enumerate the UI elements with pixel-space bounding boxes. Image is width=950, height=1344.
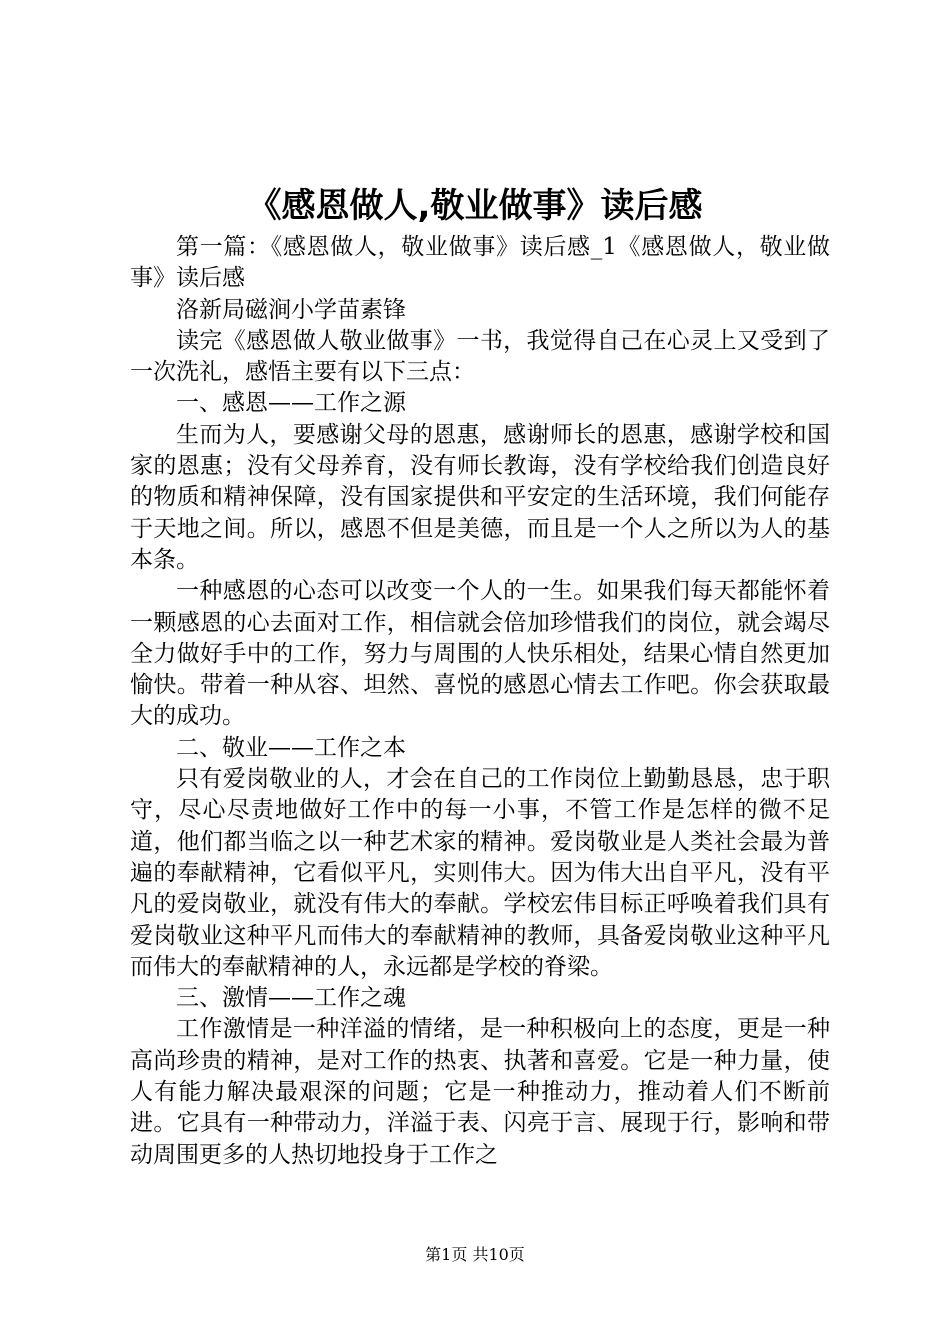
paragraph-author: 洛新局磁涧小学苗素锋 xyxy=(176,296,406,323)
paragraph-gratitude-1: 生而为人，要感谢父母的恩惠，感谢师长的恩惠，感谢学校和国家的恩惠；没有父母养育，没有师长教诲，没有学校给我们创造良好的物质和精神保障，没有国家提供和平安定的生活环境，我们何能存于天地之间。所以，感恩不但是美德，而且是一个人之所以为人的基本条。 xyxy=(130,421,830,573)
paragraph-gratitude-2: 一种感恩的心态可以改变一个人的一生。如果我们每天都能怀着一颗感恩的心去面对工作，相信就会倍加珍惜我们的岗位，就会竭尽全力做好手中的工作，努力与周围的人快乐相处，结果心情自然更加愉快。带着一种从容、坦然、喜悦的感恩心情去工作吧。你会获取最大的成功。 xyxy=(130,578,830,730)
document-title: 《感恩做人,敬业做事》读后感 xyxy=(247,186,703,226)
paragraph-heading-first-section: 第一篇：《感恩做人，敬业做事》读后感_1《感恩做人，敬业做事》读后感 xyxy=(130,234,830,292)
paragraph-passion: 工作激情是一种洋溢的情绪，是一种积极向上的态度，更是一种高尚珍贵的精神，是对工作的热衷、执著和喜爱。它是一种力量，使人有能力解决最艰深的问题；它是一种推动力，推动着人们不断前进。它具有一种带动力，洋溢于表、闪亮于言、展现于行，影响和带动周围更多的人热切地投身于工作之 xyxy=(130,1016,830,1168)
section-heading-passion: 三、激情——工作之魂 xyxy=(176,985,406,1012)
section-heading-gratitude: 一、感恩——工作之源 xyxy=(176,390,406,417)
section-heading-dedication: 二、敬业——工作之本 xyxy=(176,734,406,761)
paragraph-intro: 读完《感恩做人敬业做事》一书，我觉得自己在心灵上又受到了一次洗礼，感悟主要有以下三点： xyxy=(130,327,830,386)
document-body xyxy=(130,232,830,1171)
paragraph-dedication: 只有爱岗敬业的人，才会在自己的工作岗位上勤勤恳恳，忠于职守，尽心尽责地做好工作中的每一小事，不管工作是怎样的微不足道，他们都当临之以一种艺术家的精神。爱岗敬业是人类社会最为普遍的奉献精神，它看似平凡，实则伟大。因为伟大出自平凡，没有平凡的爱岗敬业，就没有伟大的奉献。学校宏伟目标正呼唤着我们具有爱岗敬业这种平凡而伟大的奉献精神的教师，具备爱岗敬业这种平凡而伟大的奉献精神的人，永远都是学校的脊梁。 xyxy=(130,766,830,980)
page-number-footer: 第1页 共10页 xyxy=(425,1245,525,1264)
